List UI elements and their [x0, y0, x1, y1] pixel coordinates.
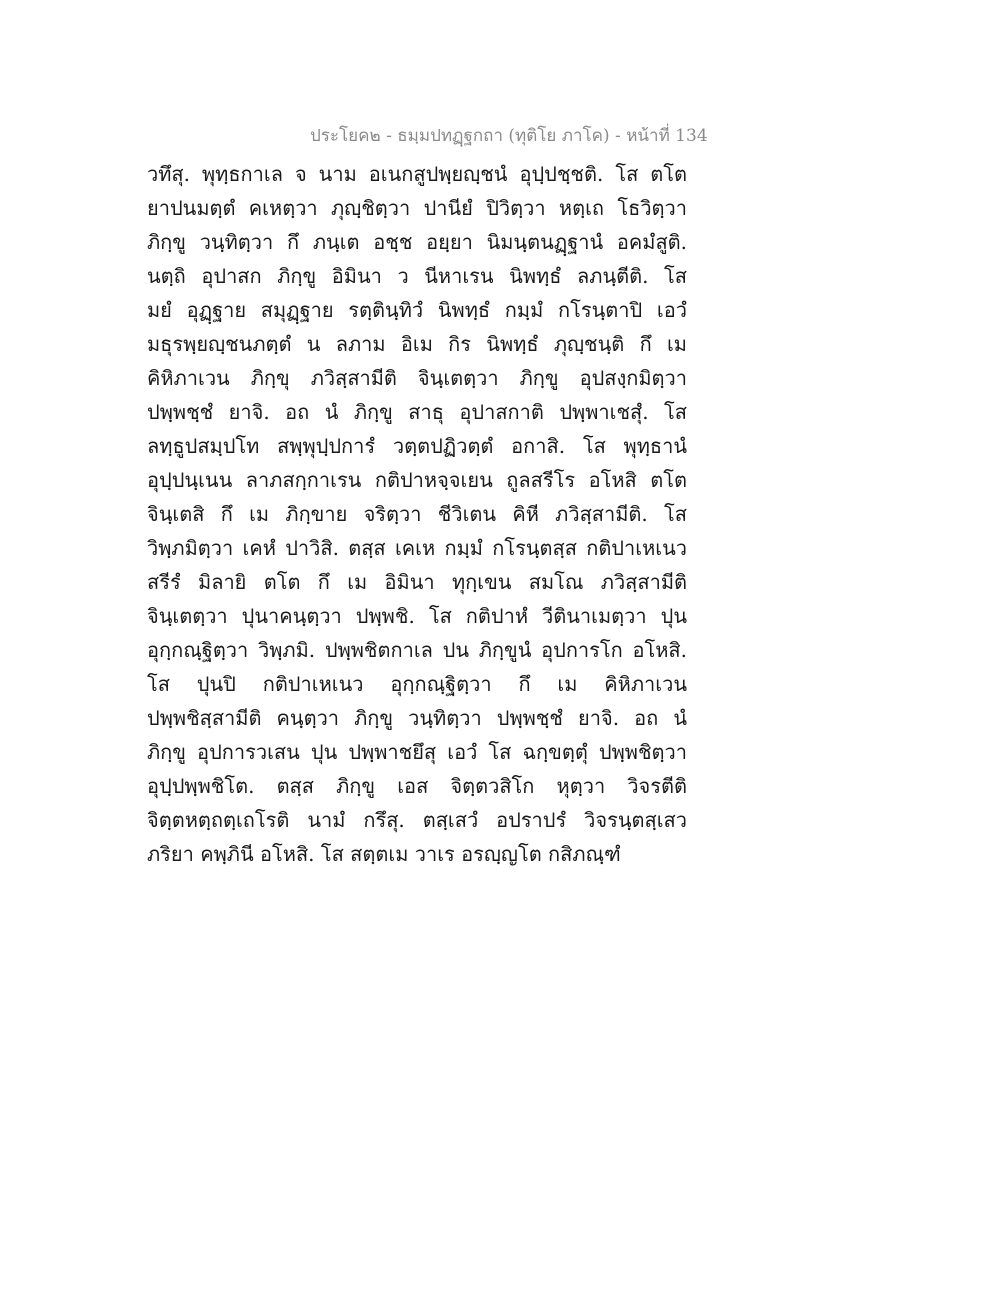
text-line: จินฺเตสิ กึ เม ภิกฺขาย จริตฺวา ชีวิเตน คิหี ภวิสฺสามีติ. โส: [147, 502, 687, 526]
text-line: สรีรํ มิลายิ ตโต กึ เม อิมินา ทุกฺเขน สมโณ ภวิสฺสามีติ: [147, 570, 687, 594]
text-line: นตฺถิ อุปาสก ภิกฺขู อิมินา ว นีหาเรน นิพทฺธํ ลภนฺตีติ. โส: [147, 264, 687, 288]
running-header: ประโยค๒ - ธมฺมปทฏฺฐกถา (ทุติโย ภาโค) - หน้าที่ 134: [310, 126, 708, 146]
text-line: ภิกฺขู อุปการวเสน ปุน ปพฺพาชยึสุ เอวํ โส ฉกฺขตฺตุํ ปพฺพชิตฺวา: [147, 740, 687, 764]
text-line: อุปฺปพฺพชิโต. ตสฺส ภิกฺขู เอส จิตฺตวสิโก หุตฺวา วิจรตีติ: [147, 774, 687, 798]
text-line: จินฺเตตฺวา ปุนาคนฺตฺวา ปพฺพชิ. โส กติปาหํ วีตินาเมตฺวา ปุน: [147, 604, 687, 628]
text-line: มยํ อุฏฺฐาย สมุฏฺฐาย รตฺตินฺทิวํ นิพทฺธํ กมฺมํ กโรนฺตาปิ เอวํ: [147, 298, 687, 322]
text-line: ยาปนมตฺตํ คเหตฺวา ภุญฺชิตฺวา ปานียํ ปิวิตฺวา หตฺเถ โธวิตฺวา: [147, 196, 687, 220]
text-line: ปพฺพชฺชํ ยาจิ. อถ นํ ภิกฺขู สาธุ อุปาสกาติ ปพฺพาเชสุํ. โส: [147, 400, 687, 424]
text-line: ภิกฺขู วนฺทิตฺวา กึ ภนฺเต อชฺช อยฺยา นิมนฺตนฏฺฐานํ อคมํสูติ.: [147, 230, 687, 254]
text-line: ปพฺพชิสฺสามีติ คนฺตฺวา ภิกฺขู วนฺทิตฺวา ปพฺพชฺชํ ยาจิ. อถ นํ: [147, 706, 687, 730]
text-line: คิหิภาเวน ภิกฺขุ ภวิสฺสามีติ จินฺเตตฺวา ภิกฺขู อุปสงฺกมิตฺวา: [147, 366, 687, 390]
text-line: ภริยา คพฺภินี อโหสิ. โส สตฺตเม วาเร อรญฺญโต กสิภณฺฑํ: [147, 842, 621, 866]
text-line: โส ปุนปิ กติปาเหเนว อุกฺกณฺฐิตฺวา กึ เม คิหิภาเวน: [147, 672, 687, 696]
text-line: อุกฺกณฺฐิตฺวา วิพฺภมิ. ปพฺพชิตกาเล ปน ภิกฺขูนํ อุปการโก อโหสิ.: [147, 638, 687, 662]
text-line: อุปฺปนฺเนน ลาภสกฺกาเรน กติปาหจฺจเยน ถูลสรีโร อโหสิ ตโต: [147, 468, 687, 492]
text-line: วิพฺภมิตฺวา เคหํ ปาวิสิ. ตสฺส เคเห กมฺมํ กโรนฺตสฺส กติปาเหเนว: [147, 536, 687, 560]
body-text: [147, 157, 687, 871]
text-line: ลทฺธูปสมฺปโท สพฺพุปฺปการํ วตฺตปฏิวตฺตํ อกาสิ. โส พุทฺธานํ: [147, 434, 687, 458]
text-line: มธุรพฺยญฺชนภตฺตํ น ลภาม อิเม กิร นิพทฺธํ ภุญฺชนฺติ กึ เม: [147, 332, 687, 356]
text-line: วทึสุ. พุทฺธกาเล จ นาม อเนกสูปพฺยญฺชนํ อุปฺปชฺชติ. โส ตโต: [147, 162, 687, 186]
text-line: จิตฺตหตฺถตฺเถโรติ นามํ กรึสุ. ตสฺเสวํ อปราปรํ วิจรนฺตสฺเสว: [147, 808, 687, 832]
